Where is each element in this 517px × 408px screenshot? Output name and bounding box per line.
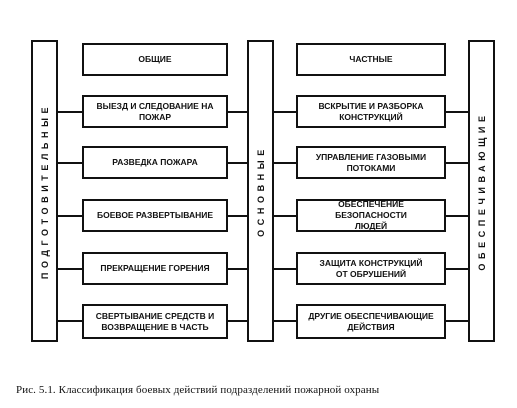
right-group-label: ОБЕСПЕЧИВАЮЩИЕ [476, 111, 487, 271]
left-item-reconnaissance: РАЗВЕДКА ПОЖАРА [82, 146, 228, 179]
right-item-other: ДРУГИЕ ОБЕСПЕЧИВАЮЩИЕ ДЕЙСТВИЯ [296, 304, 446, 339]
center-group-label: ОСНОВНЫЕ [255, 145, 266, 237]
left-item-departure: ВЫЕЗД И СЛЕДОВАНИЕ НА ПОЖАР [82, 95, 228, 128]
right-item-opening: ВСКРЫТИЕ И РАЗБОРКА КОНСТРУКЦИЙ [296, 95, 446, 128]
left-item-general: ОБЩИЕ [82, 43, 228, 76]
figure-caption: Рис. 5.1. Классификация боевых действий подразделений пожарной охраны [16, 384, 380, 396]
left-group-bar [31, 40, 58, 342]
left-group-label: ПОДГОТОВИТЕЛЬНЫЕ [39, 102, 50, 280]
right-item-particular: ЧАСТНЫЕ [296, 43, 446, 76]
right-item-protection: ЗАЩИТА КОНСТРУКЦИЙ ОТ ОБРУШЕНИЙ [296, 252, 446, 285]
left-item-return: СВЕРТЫВАНИЕ СРЕДСТВ И ВОЗВРАЩЕНИЕ В ЧАСТЬ [82, 304, 228, 339]
left-item-deployment: БОЕВОЕ РАЗВЕРТЫВАНИЕ [82, 199, 228, 232]
right-item-gas-flow: УПРАВЛЕНИЕ ГАЗОВЫМИ ПОТОКАМИ [296, 146, 446, 179]
right-item-safety: ОБЕСПЕЧЕНИЕ БЕЗОПАСНОСТИ ЛЮДЕЙ [296, 199, 446, 232]
right-group-bar [468, 40, 495, 342]
center-group-bar [247, 40, 274, 342]
left-item-extinguishing: ПРЕКРАЩЕНИЕ ГОРЕНИЯ [82, 252, 228, 285]
